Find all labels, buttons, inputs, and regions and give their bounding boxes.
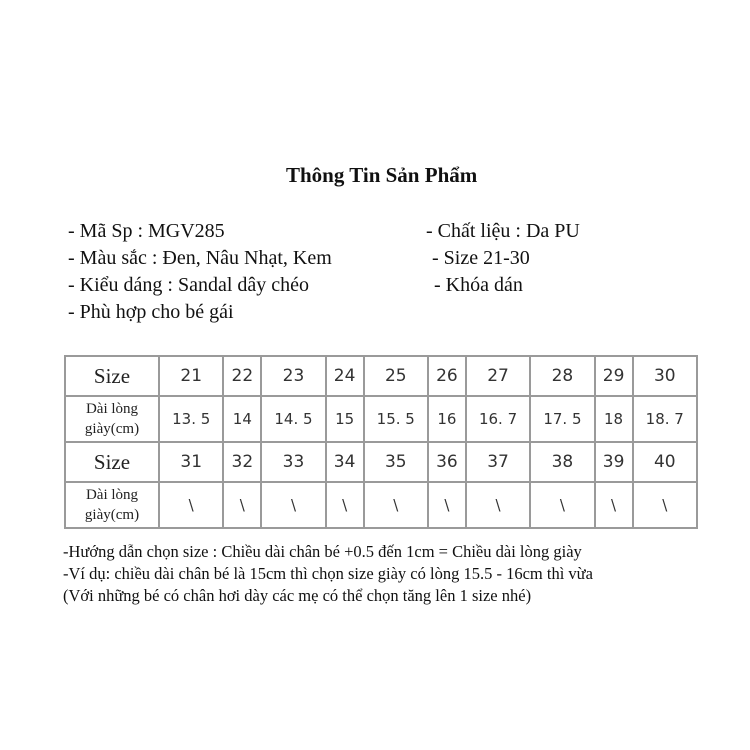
length-cell: \ [364,482,428,528]
length-cell: 16 [428,396,466,442]
length-cell: 14 [223,396,261,442]
length-row-2 [65,482,697,528]
size-cell: 34 [326,442,364,482]
size-guide-notes [63,541,593,607]
length-header-line2: giày(cm) [84,507,140,523]
size-row-2 [65,442,697,482]
length-cell: 18. 7 [633,396,697,442]
length-cell: \ [223,482,261,528]
size-header: Size [65,356,159,396]
length-row-1 [65,396,697,442]
length-cell: \ [326,482,364,528]
size-cell: 36 [428,442,466,482]
length-cell: \ [466,482,530,528]
size-cell: 25 [364,356,428,396]
note-tip: (Với những bé có chân hơi dày các mẹ có thể chọn tăng lên 1 size nhé) [63,586,532,605]
product-colors: - Màu sắc : Đen, Nâu Nhạt, Kem [68,247,332,269]
product-code: - Mã Sp : MGV285 [68,220,225,242]
length-cell: \ [633,482,697,528]
length-cell: \ [261,482,325,528]
page-title: Thông Tin Sản Phẩm [286,163,478,187]
product-info-right [426,218,580,299]
size-cell: 23 [261,356,325,396]
length-cell: 17. 5 [530,396,594,442]
length-cell: 15 [326,396,364,442]
product-fastening: - Khóa dán [434,274,523,296]
length-cell: \ [159,482,223,528]
length-cell: \ [530,482,594,528]
product-material: - Chất liệu : Da PU [426,220,580,242]
length-header [65,396,159,442]
length-header-line2: giày(cm) [84,421,140,437]
length-cell: \ [595,482,633,528]
size-cell: 29 [595,356,633,396]
size-row-1 [65,356,697,396]
length-header-line1: Dài lòng [85,487,139,503]
product-size-range: - Size 21-30 [432,247,530,269]
length-cell: 16. 7 [466,396,530,442]
size-cell: 27 [466,356,530,396]
size-cell: 21 [159,356,223,396]
size-cell: 38 [530,442,594,482]
size-cell: 37 [466,442,530,482]
length-cell: 14. 5 [261,396,325,442]
size-cell: 32 [223,442,261,482]
length-cell: 18 [595,396,633,442]
product-info-left [68,218,332,326]
note-example: -Ví dụ: chiều dài chân bé là 15cm thì chọn size giày có lòng 15.5 - 16cm thì vừa [63,564,593,583]
size-cell: 33 [261,442,325,482]
size-cell: 26 [428,356,466,396]
product-suitable: - Phù hợp cho bé gái [68,301,234,323]
size-header: Size [65,442,159,482]
note-guide: -Hướng dẫn chọn size : Chiều dài chân bé +0.5 đến 1cm = Chiều dài lòng giày [63,542,582,561]
product-style: - Kiểu dáng : Sandal dây chéo [68,274,310,296]
size-cell: 28 [530,356,594,396]
length-header [65,482,159,528]
size-cell: 30 [633,356,697,396]
length-cell: 15. 5 [364,396,428,442]
size-cell: 40 [633,442,697,482]
size-cell: 24 [326,356,364,396]
size-chart-table [64,355,698,529]
length-cell: \ [428,482,466,528]
length-cell: 13. 5 [159,396,223,442]
size-cell: 22 [223,356,261,396]
size-cell: 31 [159,442,223,482]
length-header-line1: Dài lòng [85,401,139,417]
size-cell: 39 [595,442,633,482]
size-cell: 35 [364,442,428,482]
